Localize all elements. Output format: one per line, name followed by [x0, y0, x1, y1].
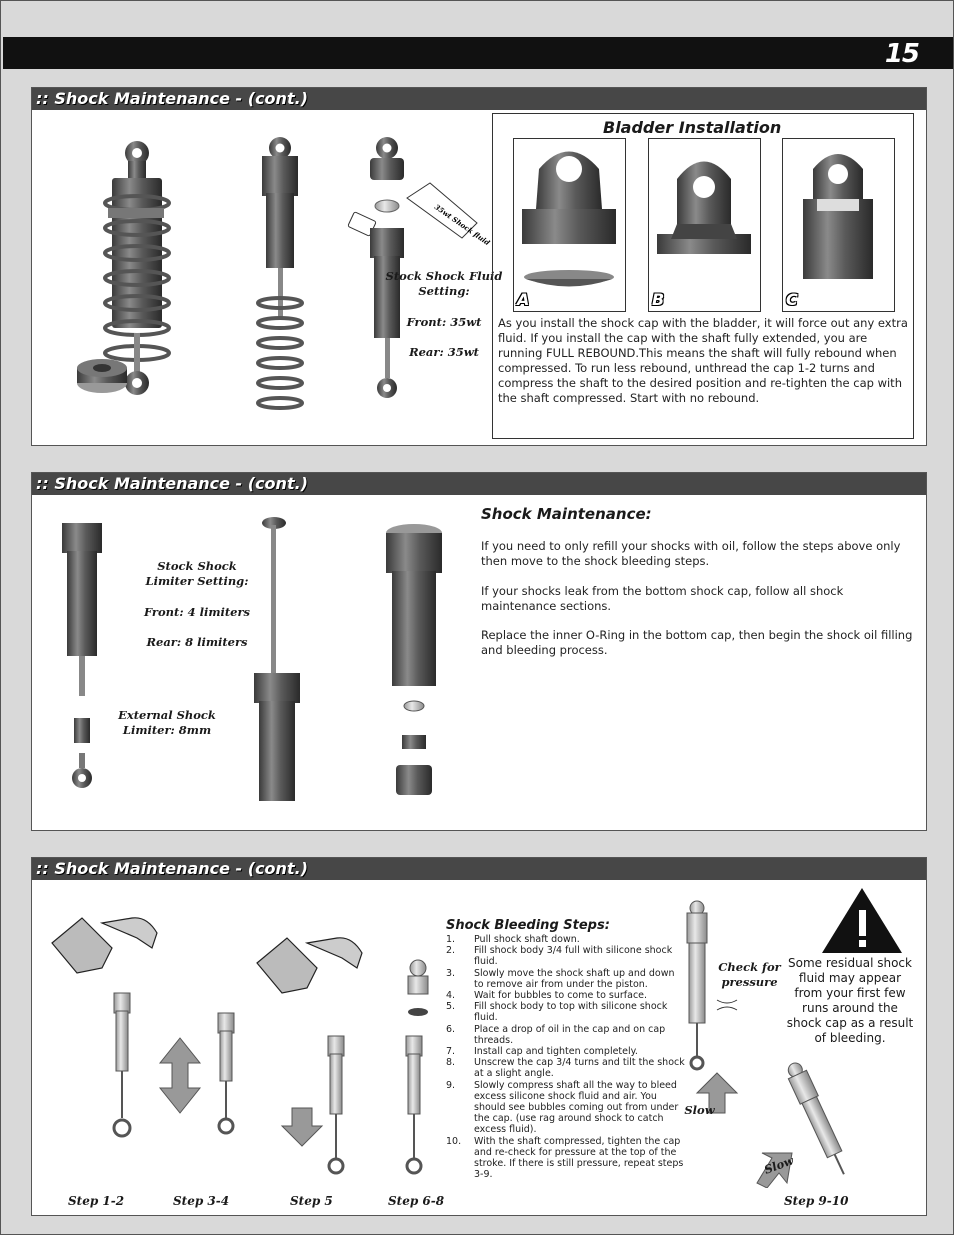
step-label-6-8: Step 6-8: [388, 1194, 445, 1208]
slow-label-2: Slow: [762, 1153, 796, 1177]
slow-label-1: Slow: [684, 1103, 715, 1117]
section-header: [32, 88, 926, 110]
bladder-title: Bladder Installation: [603, 118, 782, 137]
maintenance-paragraph-1: If you need to only refill your shocks with oil, follow the steps above only then move to the shock bleeding steps.: [481, 539, 901, 568]
step-label-5: Step 5: [290, 1194, 333, 1208]
maintenance-paragraph-2: If your shocks leak from the bottom shock cap, follow all shock maintenance sections.: [481, 584, 844, 613]
shock-body-with-limiters: [62, 523, 102, 788]
step-item: 9. Slowly compress shaft all the way to bleed excess silicone shock fluid and air. You should see bubbles coming out from under the cap. (use rag around shock to catch excess fluid).: [446, 1079, 679, 1136]
bladder-cap-section-figure: [649, 139, 760, 311]
bladder-panel-b: [648, 138, 761, 312]
bleeding-steps-list: [446, 934, 686, 1180]
panel-label-b: B: [652, 290, 665, 309]
step-label-9-10: Step 9-10: [784, 1194, 849, 1208]
section-header: [32, 473, 926, 495]
section-shock-bleeding: [31, 857, 927, 1216]
lower-spring-cup: [77, 359, 127, 393]
shock-body-lower: [254, 673, 300, 801]
shock-bleeding-illustration: [32, 888, 452, 1198]
bladder-panel-c: [782, 138, 895, 312]
section-shock-maintenance-1: [31, 87, 927, 446]
section-shock-maintenance-2: [31, 472, 927, 831]
step-item: 2. Fill shock body 3/4 full with silicone shock fluid.: [446, 945, 673, 968]
shock-limiter-illustration: [32, 503, 472, 823]
step-label-1-2: Step 1-2: [68, 1194, 125, 1208]
bottom-cap-parts: [396, 701, 432, 795]
shock-body-and-spring: [258, 137, 302, 408]
limiter-setting-front: Front: 4 limiters: [143, 605, 251, 619]
panel-label-a: A: [517, 290, 530, 309]
shock-step-5: [328, 1036, 344, 1173]
step-item: 3. Slowly move the shock shaft up and down to remove air from under the piston.: [446, 967, 675, 990]
fluid-bottle: [407, 183, 492, 247]
panel-label-c: C: [786, 290, 798, 309]
section-header: [32, 858, 926, 880]
section-header-text: :: Shock Maintenance - (cont.): [36, 474, 308, 493]
page-number: 15: [884, 39, 919, 69]
step-item: 7. Install cap and tighten completely.: [446, 1046, 638, 1058]
step-label-3-4: Step 3-4: [173, 1194, 230, 1208]
step-item: 6. Place a drop of oil in the cap and on cap threads.: [446, 1023, 666, 1046]
maintenance-paragraph-3: Replace the inner O-Ring in the bottom cap, then begin the shock oil filling and bleeding process.: [481, 628, 913, 657]
assembled-shock-with-spring: [105, 141, 169, 395]
external-limiter-label: External Shock Limiter: 8mm: [118, 708, 216, 737]
section-header-text: :: Shock Maintenance - (cont.): [36, 89, 308, 108]
down-arrow: [282, 1108, 322, 1146]
step-item: 10. With the shaft compressed, tighten the cap and re-check for pressure at the top of the stroke. If there is still pressure, repeat steps 3-9.: [446, 1135, 684, 1181]
bleeding-steps-title: Shock Bleeding Steps:: [446, 918, 610, 933]
check-pressure-label: Check for pressure: [718, 960, 781, 989]
page-header-bar: [3, 37, 953, 69]
up-down-arrow: [160, 1038, 200, 1113]
bladder-installation-box: [492, 113, 914, 439]
step-item: 1. Pull shock shaft down.: [446, 934, 580, 945]
limiter-setting-title: Stock Shock Limiter Setting:: [145, 559, 249, 588]
step-item: 8. Unscrew the cap 3/4 turns and tilt the shock at a slight angle.: [446, 1057, 685, 1080]
fluid-setting-front: Front: 35wt: [406, 315, 482, 329]
step-item: 5. Fill shock body to top with silicone shock fluid.: [446, 1001, 668, 1024]
shock-step-1-2: [114, 993, 130, 1136]
bladder-cap-installed-figure: [783, 139, 894, 311]
shock-maintenance-title: Shock Maintenance:: [481, 505, 652, 523]
warning-text: Some residual shock fluid may appear from your first few runs around the shock cap as a result of bleeding.: [786, 956, 914, 1045]
shock-step-3-4: [218, 1013, 234, 1133]
bottle-label-text: 35wt Shock fluid: [432, 202, 492, 248]
limiter-setting-rear: Rear: 8 limiters: [146, 635, 248, 649]
shock-shaft-with-piston: [262, 517, 286, 675]
section-header-text: :: Shock Maintenance - (cont.): [36, 859, 308, 878]
shock-step-6-8: [406, 960, 428, 1173]
fluid-setting-title: Stock Shock Fluid Setting:: [385, 269, 503, 298]
fluid-setting-rear: Rear: 35wt: [409, 345, 479, 359]
step-item: 4. Wait for bubbles to come to surface.: [446, 990, 648, 1002]
bladder-cap-exploded-figure: [514, 139, 625, 311]
bladder-instructions: As you install the shock cap with the bladder, it will force out any extra fluid. If you install the cap with the shaft fully extended, you are running FULL REBOUND.This means the shaft will fully rebound when compressed. To run less rebound, unthread the cap 1-2 turns and compress the shaft to the desired position and re-tighten the cap with the shaft compressed. Start with no rebound.: [498, 316, 908, 405]
shock-body-upright: [386, 524, 442, 686]
bladder-panel-a: [513, 138, 626, 312]
